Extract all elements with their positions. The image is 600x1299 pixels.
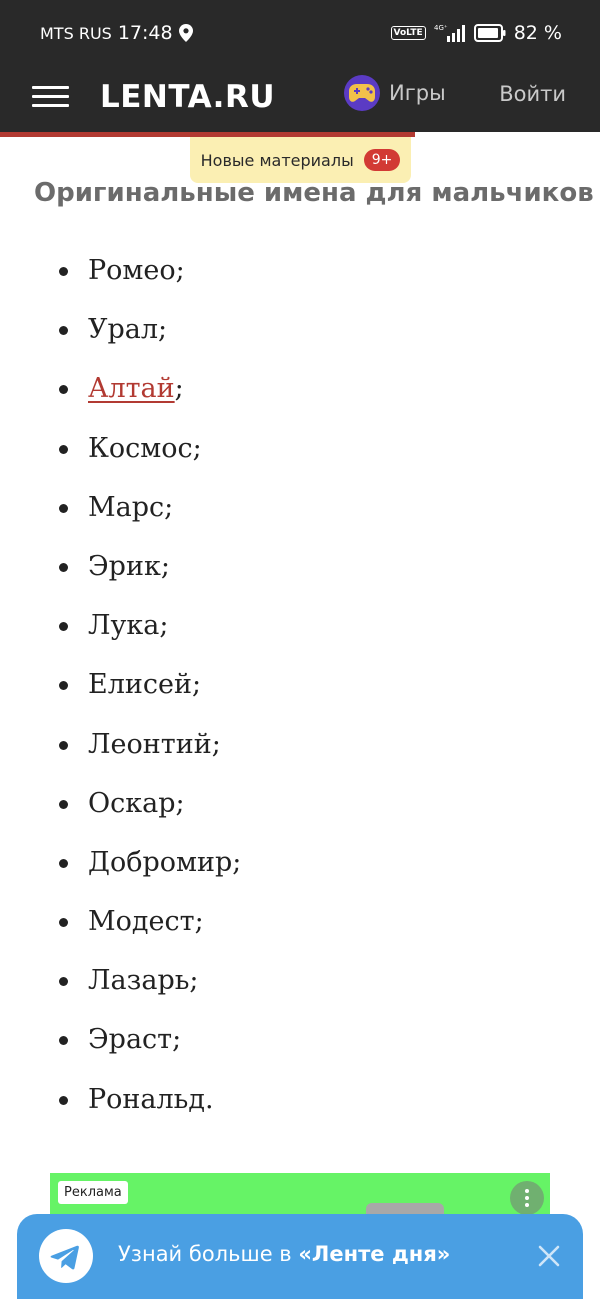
battery-icon <box>474 24 506 42</box>
telegram-promo-banner[interactable] <box>17 1214 583 1299</box>
list-item <box>0 833 600 892</box>
name-text: Елисей; <box>88 669 202 701</box>
list-item <box>0 892 600 951</box>
name-text: Марс; <box>88 491 174 523</box>
list-item <box>0 655 600 714</box>
status-left <box>40 22 193 44</box>
site-header <box>0 66 600 132</box>
name-text: Космос; <box>88 432 202 464</box>
menu-icon[interactable] <box>32 86 69 108</box>
list-item <box>0 478 600 537</box>
name-suffix: ; <box>174 373 184 405</box>
status-right <box>391 22 562 44</box>
close-icon[interactable] <box>537 1244 561 1268</box>
name-text: Лука; <box>88 610 169 642</box>
list-item <box>0 951 600 1010</box>
name-text: Урал; <box>88 314 168 346</box>
list-item <box>0 1010 600 1069</box>
svg-text:4G⁺: 4G⁺ <box>433 24 448 32</box>
games-link[interactable] <box>343 74 446 112</box>
name-text: Эраст; <box>88 1024 182 1056</box>
names-list <box>0 241 600 1129</box>
telegram-promo-link: «Ленте дня» <box>298 1242 451 1266</box>
new-materials-label: Новые материалы <box>200 150 354 170</box>
site-logo[interactable]: LENTA.RU <box>100 79 275 115</box>
ad-label: Реклама <box>58 1181 128 1204</box>
list-item <box>0 300 600 359</box>
clock: 17:48 <box>117 22 173 44</box>
battery-percent: 82 % <box>513 22 562 44</box>
list-item <box>0 774 600 833</box>
list-item <box>0 596 600 655</box>
more-options-icon[interactable] <box>510 1181 544 1215</box>
name-text: Модест; <box>88 906 204 938</box>
telegram-promo-prefix: Узнай больше в <box>118 1242 299 1266</box>
telegram-promo-text <box>118 1242 450 1266</box>
status-bar <box>0 0 600 66</box>
name-text: Эрик; <box>88 550 170 582</box>
list-item <box>0 359 600 418</box>
name-text: Ромео; <box>88 255 185 286</box>
gamepad-icon <box>343 74 381 112</box>
carrier-name: MTS RUS <box>40 23 112 43</box>
new-materials-button[interactable] <box>190 137 411 183</box>
altai-link[interactable]: Алтай <box>88 373 175 405</box>
new-materials-count-badge: 9+ <box>364 149 401 171</box>
signal-icon <box>434 23 466 43</box>
section-heading: Оригинальные имена для мальчиков <box>34 178 594 208</box>
name-text: Оскар; <box>88 787 185 819</box>
list-item <box>0 537 600 596</box>
name-text: Лазарь; <box>88 965 199 997</box>
name-text: Рональд. <box>88 1083 214 1115</box>
list-item <box>0 715 600 774</box>
telegram-icon <box>39 1229 93 1283</box>
login-link[interactable]: Войти <box>499 82 566 106</box>
games-label: Игры <box>389 81 446 105</box>
name-text: Леонтий; <box>88 728 221 760</box>
list-item <box>0 241 600 300</box>
volte-icon: VoLTE <box>391 26 426 40</box>
name-text: Добромир; <box>88 846 242 878</box>
list-item <box>0 419 600 478</box>
list-item <box>0 1070 600 1129</box>
location-icon <box>179 24 193 42</box>
